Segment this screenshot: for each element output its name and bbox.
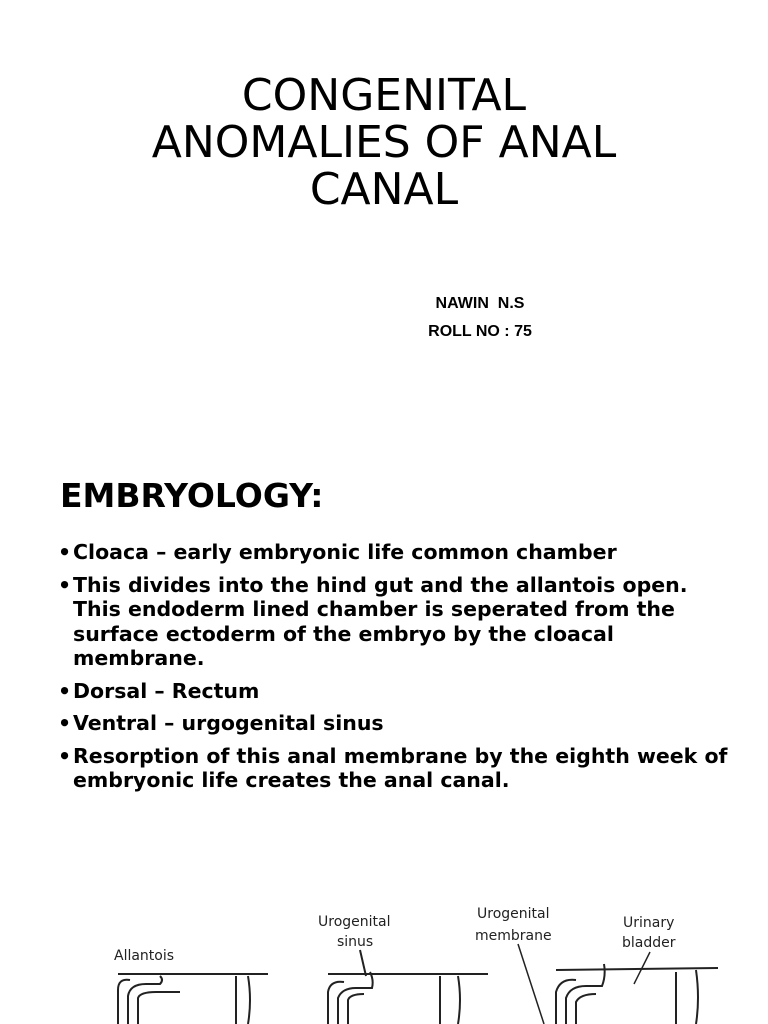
- bullet-text: Ventral – urgogenital sinus: [73, 711, 384, 735]
- bullet-item: [58, 679, 738, 704]
- title-line-2: ANOMALIES OF ANAL: [151, 117, 617, 168]
- label-urogenital-sinus-1: Urogenital: [318, 914, 391, 930]
- label-urinary-bladder-2: bladder: [622, 935, 676, 951]
- bullet-dot-icon: •: [58, 743, 72, 768]
- diagram-panel-3: [556, 952, 718, 1024]
- bullet-text: Cloaca – early embryonic life common chamber: [73, 540, 617, 564]
- bullet-text: Resorption of this anal membrane by the eighth week of embryonic life creates the anal canal.: [73, 743, 728, 792]
- bullet-item: [58, 744, 738, 793]
- label-urogenital-membrane-2: membrane: [475, 928, 552, 944]
- label-urogenital-sinus-2: sinus: [337, 934, 374, 950]
- bullet-text: This divides into the hind gut and the allantois open. This endoderm lined chamber is seperated from the surface ectoderm of the embryo by the cloacal membrane.: [73, 572, 688, 670]
- bullet-text: Dorsal – Rectum: [73, 678, 260, 703]
- pointer-line-membrane: [518, 944, 544, 1024]
- bullet-dot-icon: •: [58, 678, 72, 703]
- title-line-3: CANAL: [309, 164, 459, 215]
- author-name: NAWIN N.S: [435, 295, 525, 312]
- diagram-panel-2: [328, 950, 488, 1024]
- embryology-diagram-svg: [0, 880, 768, 1024]
- author-roll: ROLL NO : 75: [428, 323, 532, 340]
- section-heading: EMBRYOLOGY:: [60, 476, 324, 515]
- label-urogenital-membrane-1: Urogenital: [477, 906, 550, 922]
- bullet-dot-icon: •: [58, 572, 72, 597]
- diagram-panel-1: [118, 974, 268, 1024]
- bullet-dot-icon: •: [58, 540, 72, 564]
- author-block: [400, 290, 560, 346]
- label-urinary-bladder-1: Urinary: [623, 915, 675, 931]
- slide-title: [0, 72, 768, 213]
- bullet-dot-icon: •: [58, 711, 72, 735]
- label-allantois: Allantois: [114, 948, 175, 964]
- bullet-item: [58, 711, 738, 736]
- bullet-item: [58, 573, 738, 671]
- embryology-diagram: [0, 880, 768, 1024]
- bullet-item: [58, 540, 738, 565]
- bullet-list: [58, 540, 738, 801]
- title-line-1: CONGENITAL: [241, 70, 527, 121]
